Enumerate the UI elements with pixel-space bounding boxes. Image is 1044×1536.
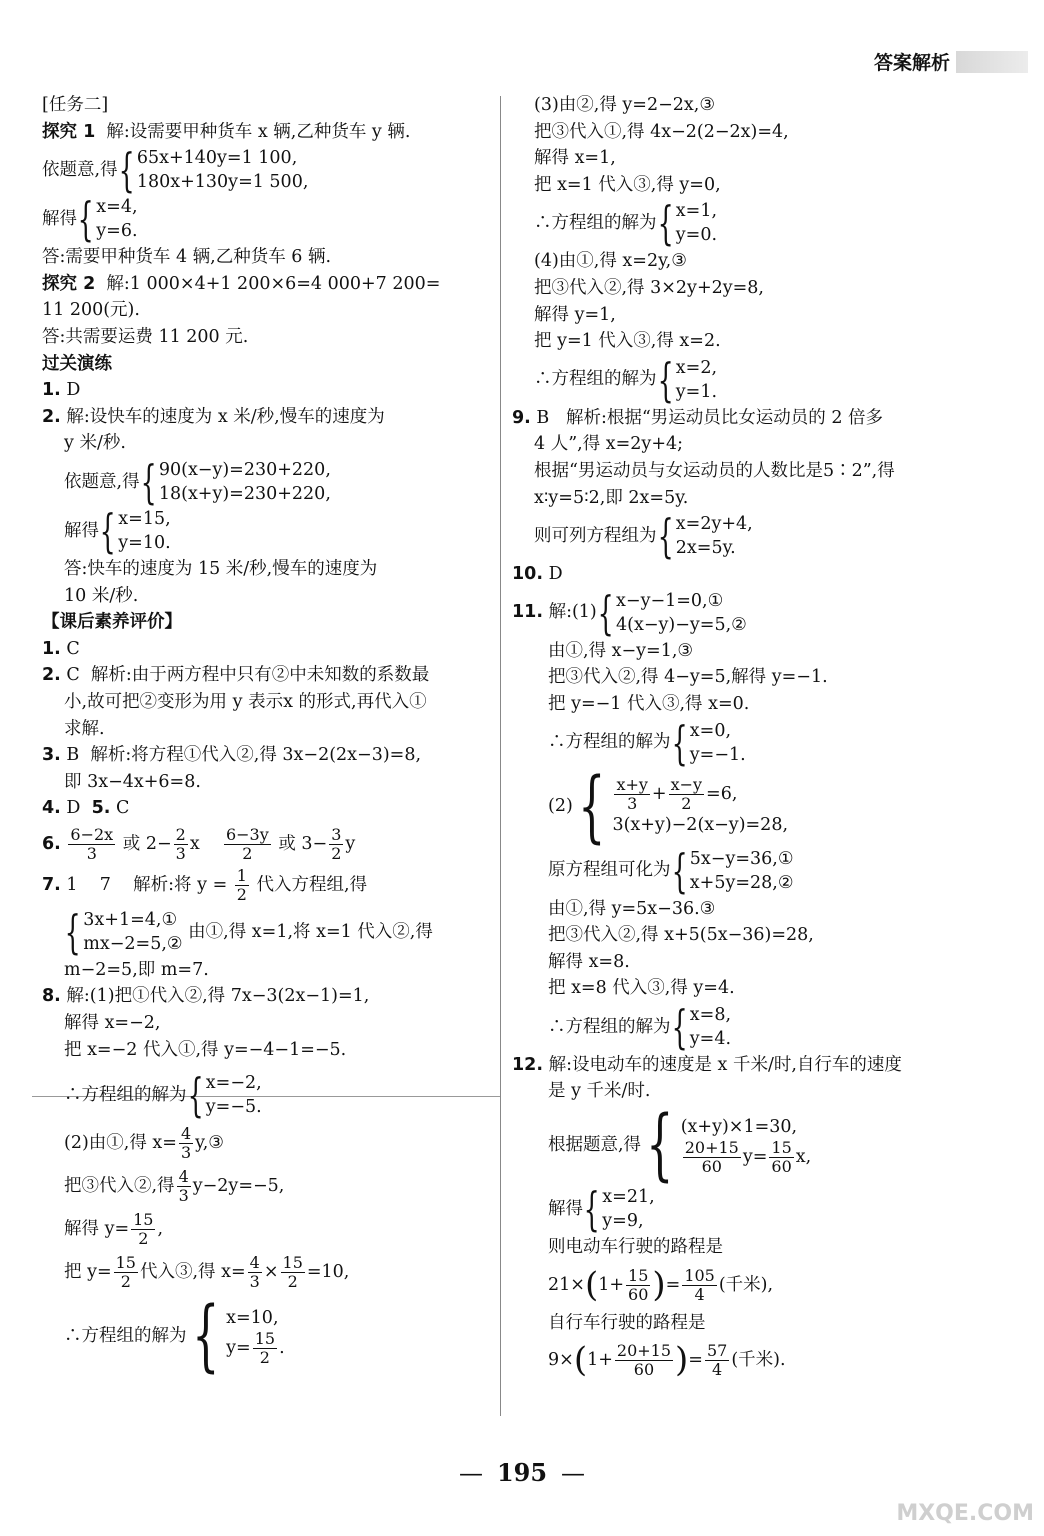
section-heading: 【课后素养评价】 [42, 612, 182, 633]
text-line: (4)由①,得 x=2y,③ [534, 251, 687, 272]
text-line: 解得 x=8. [548, 951, 630, 972]
text-line: (3)由②,得 y=2−2x,③ [534, 95, 716, 115]
text-line: 把 x=8 代入③,得 y=4. [548, 978, 735, 999]
text-line: 把 y=−1 代入③,得 x=0. [548, 693, 750, 714]
question-11: 11. 解:(1) { x−y−1=0,① 4(x−y)−y=5,② [512, 585, 747, 640]
watermark: MXQE.COM [896, 1501, 1034, 1526]
text-line: 则电动车行驶的路程是 [548, 1237, 723, 1258]
solution-system: ∴方程组的解为 { x=0, y=−1. [548, 715, 746, 770]
header-decoration-bar [956, 51, 1028, 73]
text-line: 10 米/秒. [64, 585, 139, 606]
text-line: 解得 x=−2, [64, 1013, 161, 1034]
question-9: 9. B 解析:根据“男运动员比女运动员的 2 倍多 [512, 407, 884, 428]
question-6: 6. $\frac{6-2x}{3}$ 或 2− $\frac{2}{3}$ x $\frac{6-3y}{2}$ 或 3− $\frac{3}{2}$ y [42, 824, 356, 863]
text-line: 9×(1+ $\frac{20+15}{60}$ )= $\frac{57}{4}$ (千米). [548, 1340, 786, 1381]
text-line: 小,故可把②变形为用 y 表示x 的形式,再代入① [64, 691, 427, 712]
section-label: [任务二] [42, 95, 109, 115]
equation-system: 依题意,得 { 90(x−y)=230+220, 18(x+y)=230+220, [64, 454, 331, 509]
solution-system: 解得 { x=15, y=10. [64, 503, 171, 558]
question-4-5: 4. D 5. C [42, 798, 130, 819]
solution-system: 解得 { x=21, y=9, [548, 1182, 655, 1237]
text-line: 由①,得 y=5x−36.③ [548, 898, 716, 919]
text-line: m−2=5,即 m=7. [64, 959, 209, 980]
equation-system: 则可列方程组为 { x=2y+4, 2x=5y. [534, 509, 753, 564]
text-line: 由①,得 x−y=1,③ [548, 640, 694, 661]
text-line: 求解. [64, 718, 105, 739]
explore-1: 探究 1 解:设需要甲种货车 x 辆,乙种货车 y 辆. [42, 121, 411, 142]
text-line: 根据“男运动员与女运动员的人数比是5∶2”,得 [534, 460, 895, 481]
solution-system: ∴方程组的解为 { x=1, y=0. [534, 196, 718, 251]
answer-line: 答:需要甲种货车 4 辆,乙种货车 6 辆. [42, 247, 332, 268]
text-line: x∶y=5∶2,即 2x=5y. [534, 487, 689, 508]
text-line: 解得 y=1, [534, 304, 616, 325]
text-line: 把③代入①,得 4x−2(2−2x)=4, [534, 121, 789, 142]
text-line: y 米/秒. [64, 433, 126, 454]
text-line: 把 x=1 代入③,得 y=0, [534, 174, 721, 195]
left-column [42, 92, 490, 1382]
question-7: 7. 1 7 解析:将 y = $\frac{1}{2}$ 代入方程组,得 [42, 865, 368, 904]
answer-line: 答:快车的速度为 15 米/秒,慢车的速度为 [64, 558, 378, 579]
equation-system: (2) { $\frac{x+y}{3}$ + $\frac{x-y}{2}$ =6, 3(x+y)−2(x−y)=28, [548, 761, 789, 852]
text-line: 把③代入②,得 x+5(5x−36)=28, [548, 925, 814, 946]
solution-system: ∴方程组的解为 { x=2, y=1. [534, 352, 718, 407]
text-line: 解得 y= $\frac{15}{2}$ , [64, 1210, 164, 1249]
page-number: — 195 — [458, 1458, 586, 1487]
equation-system: 原方程组可化为 { 5x−y=36,① x+5y=28,② [548, 843, 794, 898]
question-10: 10. D [512, 564, 563, 585]
section-heading: 过关演练 [42, 353, 112, 374]
solution-system: ∴方程组的解为 { x=8, y=4. [548, 999, 732, 1054]
text-line: 把 y=1 代入③,得 x=2. [534, 331, 721, 352]
text-line: 21×(1+ $\frac{15}{60}$ )= $\frac{105}{4}$ (千米), [548, 1264, 774, 1305]
text-line: 11 200(元). [42, 300, 140, 321]
text-line: 把 y= $\frac{15}{2}$ 代入③,得 x= $\frac{4}{3}$ × $\frac{15}{2}$ =10, [64, 1253, 350, 1292]
text-line: 自行车行驶的路程是 [548, 1312, 706, 1333]
text-line: 把 x=−2 代入①,得 y=−4−1=−5. [64, 1039, 347, 1060]
right-column [512, 92, 972, 1385]
question-2: 2. C 解析:由于两方程中只有②中未知数的系数最 [42, 665, 430, 686]
text-line: 把③代入②,得 $\frac{4}{3}$ y−2y=−5, [64, 1167, 285, 1206]
page-header [874, 48, 1028, 75]
question-1: 1. C [42, 638, 80, 659]
equation-system: { 3x+1=4,① mx−2=5,② 由①,得 x=1,将 x=1 代入②,得 [64, 904, 433, 959]
text-line: 是 y 千米/时. [548, 1081, 651, 1102]
text-line: 4 人”,得 x=2y+4; [534, 434, 684, 455]
text-line: (2)由①,得 x= $\frac{4}{3}$ y,③ [64, 1124, 224, 1163]
solution-system: ∴方程组的解为 { x=10, y= $\frac{15}{2}$ . [64, 1291, 285, 1382]
header-title: 答案解析 [873, 52, 950, 74]
solution-system: 解得 { x=4, y=6. [42, 192, 138, 247]
question-1: 1. D [42, 380, 81, 401]
question-12: 12. 解:设电动车的速度是 x 千米/时,自行车的速度 [512, 1054, 902, 1075]
answer-line: 答:共需要运费 11 200 元. [42, 326, 249, 347]
solution-system: ∴方程组的解为 { x=−2, y=−5. [64, 1068, 262, 1123]
equation-system: 根据题意,得 { (x+y)×1=30, $\frac{20+15}{60}$ y= $\frac{15}{60}$ x, [548, 1100, 812, 1191]
text-line: 即 3x−4x+6=8. [64, 771, 201, 792]
question-8: 8. 解:(1)把①代入②,得 7x−3(2x−1)=1, [42, 986, 370, 1007]
explore-2: 探究 2 解:1 000×4+1 200×6=4 000+7 200= [42, 273, 441, 294]
question-3: 3. B 解析:将方程①代入②,得 3x−2(2x−3)=8, [42, 745, 422, 766]
text-line: 把③代入②,得 4−y=5,解得 y=−1. [548, 667, 828, 688]
text-line: 解得 x=1, [534, 148, 616, 169]
equation-system: 依题意,得 { 65x+140y=1 100, 180x+130y=1 500, [42, 143, 309, 198]
column-divider [500, 96, 501, 1416]
text-line: 把③代入②,得 3×2y+2y=8, [534, 277, 764, 298]
question-2: 2. 解:设快车的速度为 x 米/秒,慢车的速度为 [42, 406, 385, 427]
